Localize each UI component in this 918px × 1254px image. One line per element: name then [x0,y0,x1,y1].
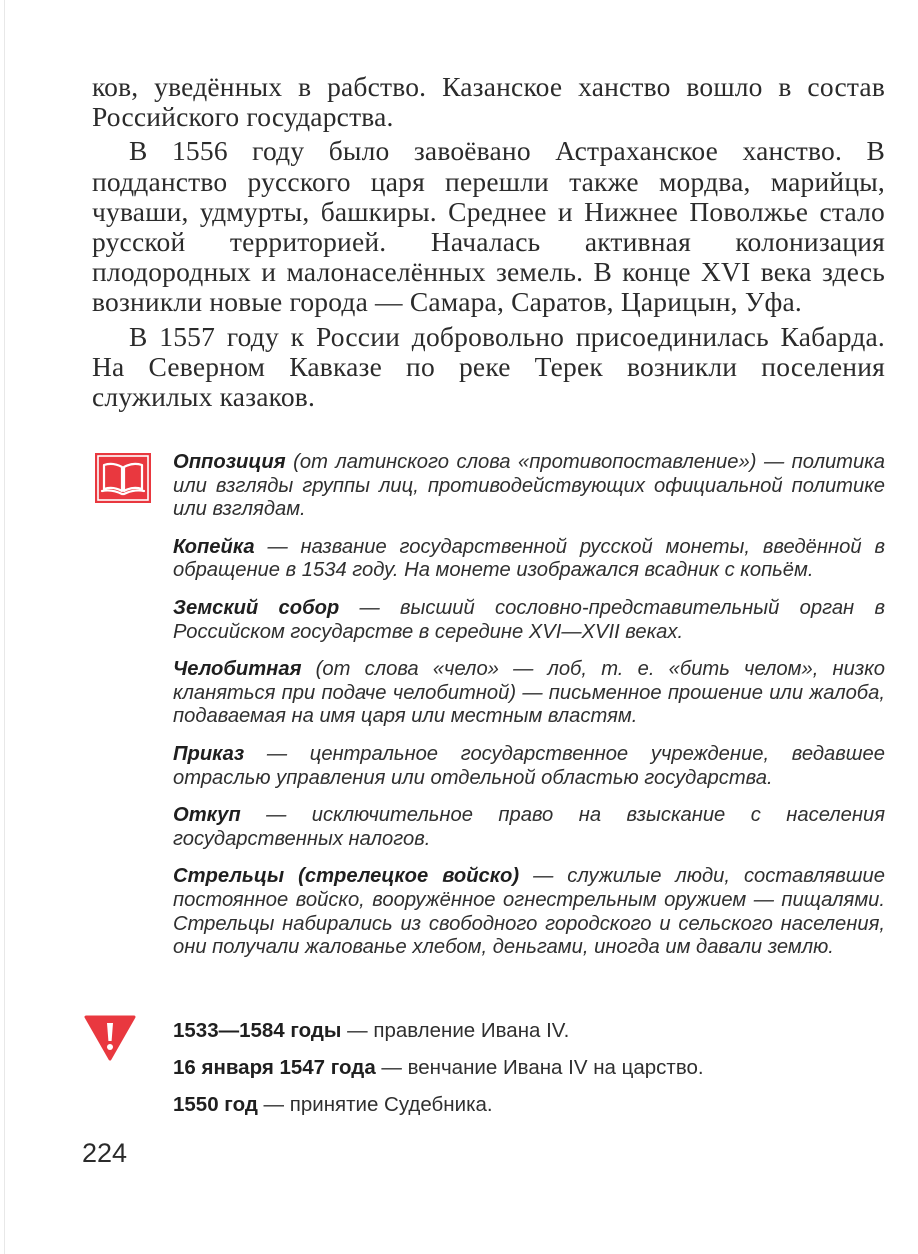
date-text: — венчание Ивана IV на царство. [375,1056,704,1079]
date-term: 1550 год [173,1093,258,1116]
date-text: — правление Ивана IV. [341,1019,570,1042]
glossary-definition: — центральное государственное учреждение, ведавшее отраслью управления или отдельной областью государства. [173,742,885,789]
glossary-term: Земский собор [173,596,340,619]
glossary-definition: — высший сословно-представительный орган в Российском государстве в середине XVI—XVII веках. [173,596,885,643]
glossary-entry [173,804,885,851]
glossary-entry [173,658,885,729]
glossary-entry [173,536,885,583]
glossary-term: Оппозиция [173,451,286,473]
glossary-term: Приказ [173,742,245,765]
date-term: 16 января 1547 года [173,1056,376,1079]
glossary [173,451,885,974]
page-number: 224 [82,1138,128,1168]
date-row [173,1093,885,1117]
exclamation-triangle-icon [84,1014,136,1062]
key-dates [173,1019,885,1130]
glossary-term: Челобитная [173,658,302,681]
glossary-entry [173,451,885,522]
glossary-term: Откуп [173,804,241,827]
glossary-definition: — служилые люди, составлявшие постоянное войско, вооружённое огнестрельным оружием — пищалями. Стрельцы набирались из свободного городского и сельского населения, они получали жалованье хлебом, деньгами, иногда им давали землю. [173,865,885,959]
glossary-entry [173,743,885,790]
glossary-definition: — исключительное право на взыскание с населения государственных налогов. [173,804,885,850]
date-row [173,1056,885,1080]
glossary-definition: (от слова «чело» — лоб, т. е. «бить челом», низко кланяться при подаче челобитной) — письменное прошение или жалоба, подаваемая на имя царя или местным властям. [173,658,885,728]
glossary-term: Стрельцы (стрелецкое войско) [173,865,520,888]
page-edge-line [4,0,5,1254]
paragraph-1: ков, уведённых в рабство. Казанское ханство вошло в состав Российского государства. [92,71,885,133]
date-term: 1533—1584 годы [173,1019,342,1042]
glossary-term: Копейка [173,535,255,558]
glossary-definition: — название государственной русской монеты, введённой в обращение в 1534 году. На монете изображался всадник с копьём. [173,535,885,582]
glossary-entry [173,865,885,959]
date-text: — принятие Судебника. [257,1093,493,1116]
paragraph-3: В 1557 году к России добровольно присоединилась Кабарда. На Северном Кавказе по реке Терек возникли поселения служилых казаков. [92,320,885,413]
date-row [173,1019,885,1043]
glossary-definition: (от латинского слова «противопоставление») — политика или взгляды группы лиц, противодействующих официальной политике или взглядам. [173,451,885,521]
open-book-icon [95,453,151,503]
glossary-entry [173,597,885,644]
main-text [92,72,885,412]
paragraph-2: В 1556 году было завоёвано Астраханское ханство. В подданство русского царя перешли также мордва, марийцы, чуваши, удмурты, башкиры. Среднее и Нижнее Поволжье стало русской территорией. Началась активная колонизация плодородных и малонаселённых земель. В конце XVI века здесь возникли новые города — Самара, Саратов, Царицын, Уфа. [92,135,885,318]
